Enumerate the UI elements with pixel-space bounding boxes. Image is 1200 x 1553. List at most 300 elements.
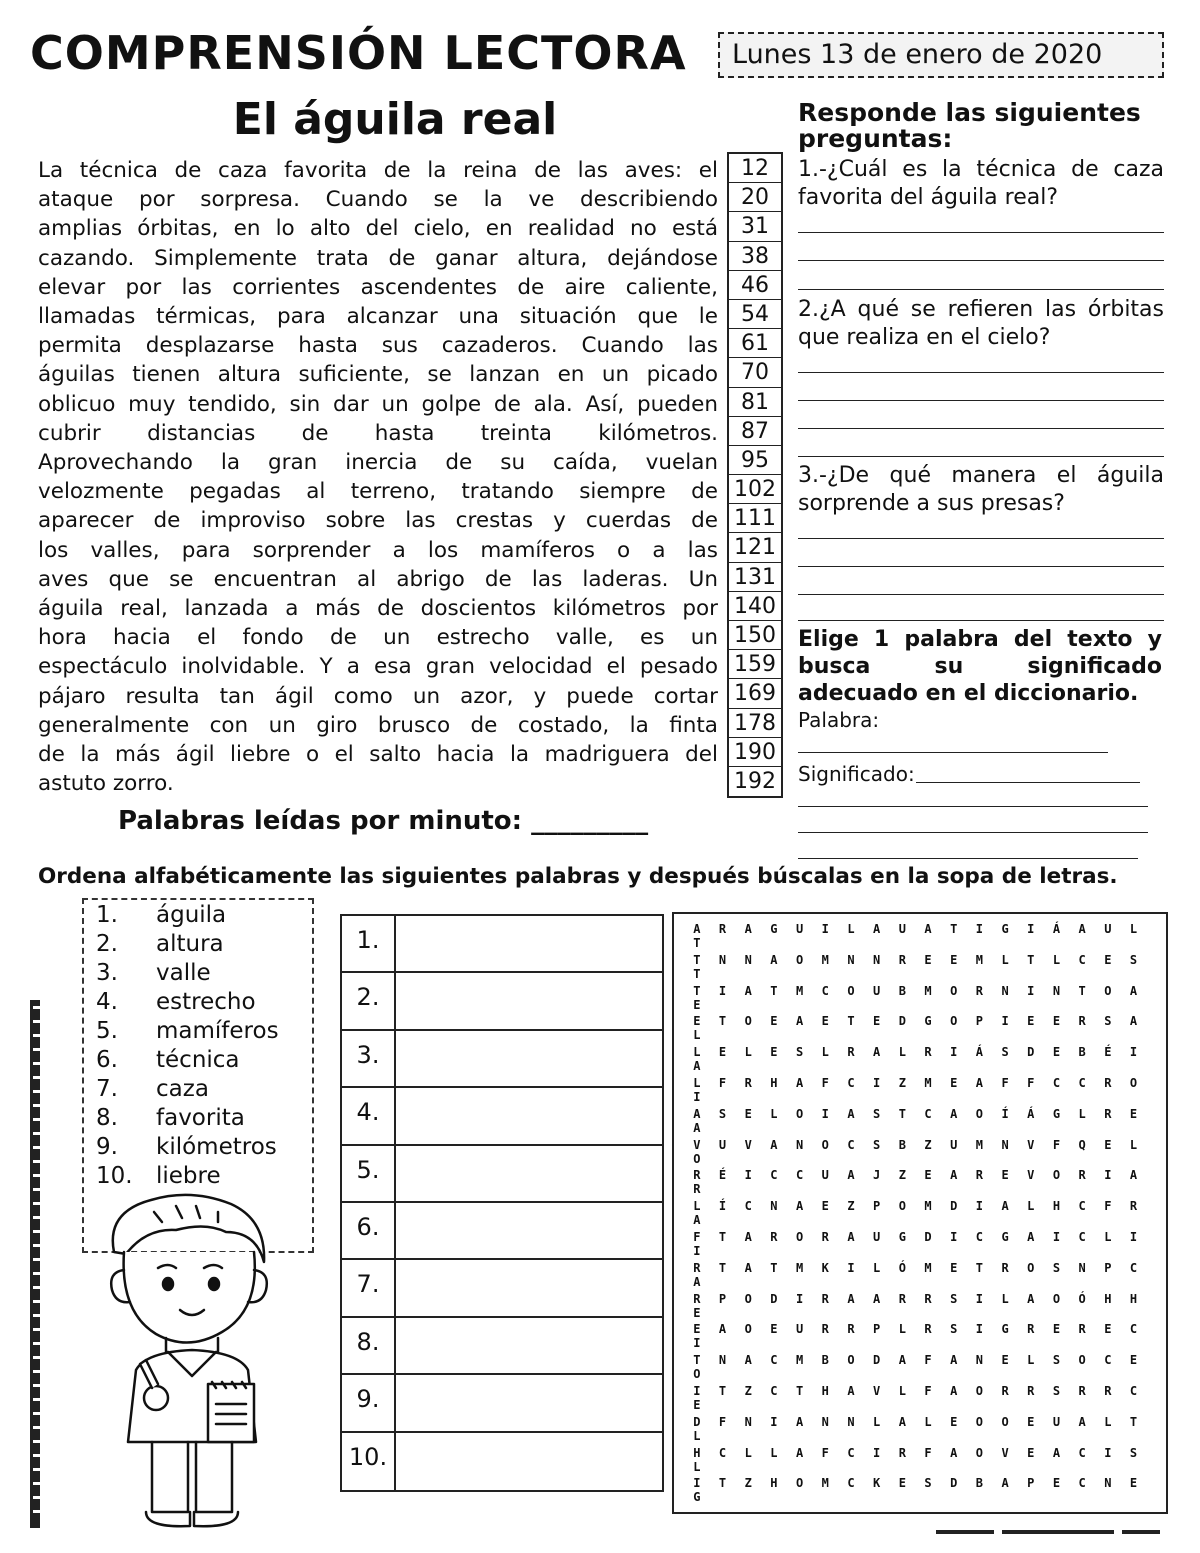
word-search-letter[interactable]: F	[924, 1384, 932, 1398]
word-search-letter[interactable]: E	[898, 1476, 906, 1491]
word-search-letter[interactable]: Z	[847, 1199, 855, 1214]
word-search-letter[interactable]: R	[1078, 1014, 1086, 1029]
word-search-letter[interactable]: R	[924, 1291, 932, 1306]
word-search-letter[interactable]: T	[1078, 983, 1086, 998]
word-search-letter[interactable]: H	[1129, 1291, 1138, 1306]
word-search-letter[interactable]: A	[693, 922, 701, 936]
word-search-letter[interactable]: O	[898, 1199, 906, 1214]
word-search-letter[interactable]: R	[1001, 1260, 1009, 1275]
word-search-letter[interactable]: T	[950, 922, 958, 936]
word-search-letter[interactable]: A	[847, 1106, 855, 1121]
word-search-letter[interactable]: O	[975, 1414, 984, 1429]
word-search-letter[interactable]: A	[795, 1199, 804, 1214]
word-search-letter[interactable]: M	[975, 952, 984, 967]
word-search-letter[interactable]: E	[693, 1398, 701, 1412]
word-search-letter[interactable]: R	[1001, 1384, 1009, 1398]
word-search-letter[interactable]: O	[1129, 1076, 1138, 1090]
word-search-letter[interactable]: A	[770, 1137, 778, 1152]
word-search-letter[interactable]: T	[718, 1384, 727, 1398]
word-search-letter[interactable]: Q	[1078, 1137, 1086, 1152]
word-search-letter[interactable]: E	[770, 1014, 778, 1029]
meaning-answer-line[interactable]	[916, 782, 1140, 783]
word-search-letter[interactable]: F	[1104, 1199, 1112, 1214]
word-search-letter[interactable]: E	[1104, 1137, 1112, 1152]
word-search-letter[interactable]: Z	[898, 1076, 906, 1090]
word-search-letter[interactable]: C	[1078, 1476, 1086, 1491]
word-search-letter[interactable]: M	[795, 1353, 804, 1368]
word-search-letter[interactable]: V	[1001, 1445, 1009, 1460]
answer-line[interactable]	[798, 372, 1164, 373]
word-search-letter[interactable]: E	[950, 1414, 958, 1429]
word-search-letter[interactable]: O	[1052, 1168, 1061, 1183]
word-search-letter[interactable]: B	[898, 1137, 906, 1152]
word-search-letter[interactable]: E	[1052, 1014, 1061, 1029]
word-search-letter[interactable]: I	[873, 1445, 881, 1460]
word-search-letter[interactable]: M	[924, 1076, 932, 1090]
word-search-letter[interactable]: S	[718, 1106, 727, 1121]
meaning-answer-line[interactable]	[798, 832, 1148, 833]
answer-line[interactable]	[798, 400, 1164, 401]
word-search-letter[interactable]: C	[770, 1353, 778, 1368]
word-search-letter[interactable]: D	[950, 1199, 958, 1214]
word-search-letter[interactable]: L	[898, 1384, 906, 1398]
word-search-letter[interactable]: V	[1027, 1137, 1035, 1152]
word-search-letter[interactable]: C	[795, 1168, 804, 1183]
word-search-letter[interactable]: C	[847, 1076, 855, 1090]
word-search-letter[interactable]: A	[795, 1414, 804, 1429]
word-search-letter[interactable]: O	[795, 1230, 804, 1244]
answer-row[interactable]	[342, 1375, 662, 1432]
word-search-letter[interactable]: I	[950, 1045, 958, 1060]
word-search-letter[interactable]: N	[1001, 983, 1009, 998]
word-search-letter[interactable]: O	[744, 1291, 752, 1306]
word-search-letter[interactable]: O	[975, 1106, 984, 1121]
word-search-letter[interactable]: E	[693, 1305, 701, 1320]
word-search-letter[interactable]: H	[1052, 1199, 1061, 1214]
word-search-letter[interactable]: I	[975, 1291, 984, 1306]
word-search-letter[interactable]: E	[821, 1199, 829, 1214]
word-search-letter[interactable]: I	[693, 1384, 701, 1398]
word-search-letter[interactable]: U	[795, 1322, 804, 1337]
word-search-letter[interactable]: T	[718, 1014, 727, 1029]
word-search-letter[interactable]: R	[1078, 1168, 1086, 1183]
word-search-letter[interactable]: E	[1052, 1045, 1061, 1060]
word-search-letter[interactable]: R	[744, 1076, 752, 1090]
word-search-letter[interactable]: A	[847, 1168, 855, 1183]
word-search-letter[interactable]: N	[744, 1414, 752, 1429]
word-search-letter[interactable]: R	[693, 1260, 701, 1275]
word-search-letter[interactable]: L	[1052, 952, 1061, 967]
word-search-letter[interactable]: U	[950, 1137, 958, 1152]
word-search-letter[interactable]: T	[718, 1230, 727, 1244]
word-search-letter[interactable]: I	[693, 1336, 701, 1351]
word-search-letter[interactable]: A	[1129, 1168, 1138, 1183]
word-search-letter[interactable]: L	[821, 1045, 829, 1060]
word-search-letter[interactable]: I	[821, 922, 829, 936]
word-search-letter[interactable]: N	[718, 952, 727, 967]
answer-line[interactable]	[798, 538, 1164, 539]
word-search-letter[interactable]: U	[1052, 1414, 1061, 1429]
word-search-letter[interactable]: Í	[718, 1199, 727, 1214]
word-search-letter[interactable]: L	[1027, 1199, 1035, 1214]
word-search-letter[interactable]: I	[1129, 1230, 1138, 1244]
word-search-letter[interactable]: C	[1104, 1353, 1112, 1368]
word-search-letter[interactable]: E	[1104, 1322, 1112, 1337]
word-search-letter[interactable]: S	[1104, 1014, 1112, 1029]
word-search-letter[interactable]: G	[1001, 922, 1009, 936]
word-search-letter[interactable]: É	[718, 1168, 727, 1183]
word-search-letter[interactable]: C	[744, 1199, 752, 1214]
word-search-letter[interactable]: T	[693, 952, 701, 967]
word-search-letter[interactable]: M	[924, 1199, 932, 1214]
word-search-letter[interactable]: N	[1052, 983, 1061, 998]
word-search-letter[interactable]: P	[718, 1291, 727, 1306]
word-search-letter[interactable]: C	[847, 1445, 855, 1460]
word-search-letter[interactable]: I	[718, 983, 727, 998]
word-search-letter[interactable]: E	[1027, 1445, 1035, 1460]
word-search-letter[interactable]: E	[744, 1106, 752, 1121]
word-search-letter[interactable]: R	[1129, 1199, 1138, 1214]
word-search-letter[interactable]: N	[718, 1353, 727, 1368]
word-search-letter[interactable]: U	[898, 922, 906, 936]
word-search-letter[interactable]: E	[873, 1014, 881, 1029]
word-search-letter[interactable]: E	[693, 1322, 701, 1337]
word-search-letter[interactable]: T	[718, 1260, 727, 1275]
word-search-letter[interactable]: I	[847, 1260, 855, 1275]
word-search-letter[interactable]: L	[873, 1260, 881, 1275]
word-search-letter[interactable]: A	[744, 983, 752, 998]
word-search-letter[interactable]: A	[924, 922, 932, 936]
word-search-letter[interactable]: L	[1104, 1230, 1112, 1244]
word-search-letter[interactable]: R	[924, 1322, 932, 1337]
word-search-letter[interactable]: R	[924, 1045, 932, 1060]
word-search-letter[interactable]: I	[693, 1090, 701, 1104]
word-search-letter[interactable]: C	[1078, 1076, 1086, 1090]
word-search-letter[interactable]: U	[873, 1230, 881, 1244]
word-search-letter[interactable]: R	[693, 1182, 701, 1197]
word-search-letter[interactable]: C	[821, 983, 829, 998]
word-search-letter[interactable]: E	[1001, 1353, 1009, 1368]
word-search-letter[interactable]: L	[744, 1445, 752, 1460]
word-search-letter[interactable]: C	[718, 1445, 727, 1460]
word-search-letter[interactable]: I	[1129, 1045, 1138, 1060]
word-search-letter[interactable]: T	[975, 1260, 984, 1275]
word-search-letter[interactable]: A	[1052, 1445, 1061, 1460]
word-search-letter[interactable]: O	[795, 1476, 804, 1491]
word-search-letter[interactable]: A	[847, 1291, 855, 1306]
word-search-letter[interactable]: C	[1078, 952, 1086, 967]
word-search-letter[interactable]: T	[1027, 952, 1035, 967]
word-search-letter[interactable]: I	[873, 1076, 881, 1090]
word-search-letter[interactable]: R	[1027, 1384, 1035, 1398]
word-search-letter[interactable]: A	[693, 1059, 701, 1074]
word-search-letter[interactable]: D	[924, 1230, 932, 1244]
word-search-letter[interactable]: C	[847, 1476, 855, 1491]
word-search-letter[interactable]: E	[1001, 1168, 1009, 1183]
word-search-letter[interactable]: B	[975, 1476, 984, 1491]
word-search-letter[interactable]: Á	[975, 1045, 984, 1060]
word-search-letter[interactable]: A	[950, 1384, 958, 1398]
word-search-letter[interactable]: I	[975, 1199, 984, 1214]
answer-line[interactable]	[798, 594, 1164, 595]
word-search-letter[interactable]: F	[718, 1414, 727, 1429]
word-search-letter[interactable]: A	[898, 1353, 906, 1368]
word-search-letter[interactable]: V	[1027, 1168, 1035, 1183]
word-search-letter[interactable]: Z	[898, 1168, 906, 1183]
word-search-letter[interactable]: D	[898, 1014, 906, 1029]
word-search-letter[interactable]: B	[1078, 1045, 1086, 1060]
word-search-letter[interactable]: N	[975, 1353, 984, 1368]
word-search-letter[interactable]: D	[950, 1476, 958, 1491]
word-search-letter[interactable]: L	[770, 1445, 778, 1460]
answer-line[interactable]	[798, 232, 1164, 233]
word-search-letter[interactable]: U	[1104, 922, 1112, 936]
word-search-letter[interactable]: K	[873, 1476, 881, 1491]
word-search-letter[interactable]: B	[898, 983, 906, 998]
word-search-letter[interactable]: A	[718, 1322, 727, 1337]
word-search-letter[interactable]: O	[795, 952, 804, 967]
word-search-letter[interactable]: M	[821, 1476, 829, 1491]
word-search-letter[interactable]: C	[1129, 1322, 1138, 1337]
word-search-letter[interactable]: O	[1078, 1353, 1086, 1368]
word-search-letter[interactable]: A	[1129, 983, 1138, 998]
word-search-letter[interactable]: H	[770, 1076, 778, 1090]
word-search-letter[interactable]: H	[821, 1384, 829, 1398]
meaning-answer-line[interactable]	[798, 858, 1138, 859]
word-search-letter[interactable]: R	[975, 983, 984, 998]
word-search-letter[interactable]: N	[1078, 1260, 1086, 1275]
word-search-letter[interactable]: M	[975, 1137, 984, 1152]
word-search-letter[interactable]: I	[693, 1244, 701, 1258]
word-search-letter[interactable]: H	[1104, 1291, 1112, 1306]
word-search-letter[interactable]: E	[1129, 1353, 1138, 1368]
word-search-letter[interactable]: S	[873, 1106, 881, 1121]
word-search-letter[interactable]: D	[770, 1291, 778, 1306]
word-search-letter[interactable]: U	[795, 922, 804, 936]
word-search-letter[interactable]: L	[1129, 1137, 1138, 1152]
word-search-letter[interactable]: S	[1129, 952, 1138, 967]
meaning-answer-line[interactable]	[798, 806, 1148, 807]
word-search-letter[interactable]: F	[1052, 1137, 1061, 1152]
word-search-letter[interactable]: L	[693, 1199, 701, 1214]
word-search-letter[interactable]: C	[1078, 1230, 1086, 1244]
word-search-letter[interactable]: R	[821, 1322, 829, 1337]
word-search-letter[interactable]: U	[821, 1168, 829, 1183]
word-search-letter[interactable]: A	[1129, 1014, 1138, 1029]
word-search-letter[interactable]: U	[873, 983, 881, 998]
word-search-letter[interactable]: I	[795, 1291, 804, 1306]
answer-row[interactable]	[342, 973, 662, 1030]
word-search-letter[interactable]: S	[873, 1137, 881, 1152]
word-search-letter[interactable]: H	[693, 1445, 701, 1460]
answer-line[interactable]	[798, 289, 1164, 290]
word-search-letter[interactable]: I	[1104, 1168, 1112, 1183]
word-search-letter[interactable]: L	[873, 1414, 881, 1429]
word-search-letter[interactable]: A	[950, 1445, 958, 1460]
word-search-letter[interactable]: E	[924, 952, 932, 967]
word-search-letter[interactable]: Á	[1027, 1106, 1035, 1121]
word-search-letter[interactable]: C	[1052, 1076, 1061, 1090]
answer-row[interactable]	[342, 1203, 662, 1260]
word-search-letter[interactable]: O	[847, 983, 855, 998]
word-search-letter[interactable]: I	[1052, 1230, 1061, 1244]
word-search-letter[interactable]: Z	[924, 1137, 932, 1152]
word-search-letter[interactable]: I	[975, 922, 984, 936]
word-search-letter[interactable]: R	[693, 1291, 701, 1306]
word-search-letter[interactable]: A	[873, 922, 881, 936]
word-search-letter[interactable]: M	[795, 1260, 804, 1275]
word-search-letter[interactable]: P	[1027, 1476, 1035, 1491]
word-search-letter[interactable]: A	[950, 1353, 958, 1368]
answer-row[interactable]	[342, 1088, 662, 1145]
word-search-letter[interactable]: T	[693, 966, 701, 981]
word-search-letter[interactable]: A	[744, 1353, 752, 1368]
word-search-letter[interactable]: D	[1027, 1045, 1035, 1060]
word-search-letter[interactable]: L	[693, 1428, 701, 1443]
word-search-letter[interactable]: O	[1001, 1414, 1009, 1429]
word-search-letter[interactable]: A	[693, 1120, 701, 1135]
word-search-letter[interactable]: C	[770, 1168, 778, 1183]
word-search-letter[interactable]: A	[1027, 1230, 1035, 1244]
word-search-letter[interactable]: I	[693, 1476, 701, 1491]
word-search-letter[interactable]: T	[718, 1476, 727, 1491]
word-search-letter[interactable]: J	[873, 1168, 881, 1183]
word-search-letter[interactable]: F	[924, 1353, 932, 1368]
word-search-letter[interactable]: E	[1129, 1476, 1138, 1491]
word-search-letter[interactable]: E	[950, 1260, 958, 1275]
word-search-letter[interactable]: O	[950, 983, 958, 998]
word-search-letter[interactable]: E	[1027, 1414, 1035, 1429]
word-search-letter[interactable]: G	[898, 1230, 906, 1244]
answer-row[interactable]	[342, 1433, 662, 1490]
word-search-letter[interactable]: A	[847, 1230, 855, 1244]
word-search-letter[interactable]: E	[770, 1045, 778, 1060]
word-search-letter[interactable]: V	[744, 1137, 752, 1152]
word-search-letter[interactable]: M	[924, 1260, 932, 1275]
word-search-letter[interactable]: L	[898, 1322, 906, 1337]
word-search-letter[interactable]: R	[847, 1045, 855, 1060]
word-search-letter[interactable]: E	[1104, 952, 1112, 967]
word-search-letter[interactable]: O	[1104, 983, 1112, 998]
word-search-letter[interactable]: G	[1001, 1322, 1009, 1337]
word-search-letter[interactable]: D	[693, 1414, 701, 1429]
word-search-letter[interactable]: L	[1104, 1414, 1112, 1429]
word-search-letter[interactable]: A	[795, 1076, 804, 1090]
word-search-letter[interactable]: I	[1104, 1445, 1112, 1460]
word-search-letter[interactable]: F	[693, 1230, 701, 1244]
word-search-letter[interactable]: O	[744, 1014, 752, 1029]
word-search-letter[interactable]: O	[744, 1322, 752, 1337]
word-search-letter[interactable]: E	[693, 1014, 701, 1029]
word-search-letter[interactable]: N	[847, 952, 855, 967]
word-search-letter[interactable]: G	[693, 1490, 701, 1505]
word-search-letter[interactable]: S	[1129, 1445, 1138, 1460]
word-search-letter[interactable]: L	[693, 1076, 701, 1090]
word-search-letter[interactable]: C	[1078, 1445, 1086, 1460]
word-search-letter[interactable]: R	[1104, 1076, 1112, 1090]
word-search-letter[interactable]: C	[1129, 1384, 1138, 1398]
word-search-letter[interactable]: C	[847, 1137, 855, 1152]
word-search-letter[interactable]: O	[1027, 1260, 1035, 1275]
word-search-letter[interactable]: A	[873, 1291, 881, 1306]
word-search-letter[interactable]: Ó	[1078, 1291, 1086, 1306]
word-search-letter[interactable]: Z	[744, 1476, 752, 1491]
word-search-letter[interactable]: I	[1027, 983, 1035, 998]
word-search-letter[interactable]: O	[795, 1106, 804, 1121]
word-search-letter[interactable]: U	[718, 1137, 727, 1152]
word-search-letter[interactable]: A	[770, 952, 778, 967]
answer-line[interactable]	[798, 456, 1164, 457]
word-search-letter[interactable]: T	[693, 983, 701, 998]
word-search-letter[interactable]: A	[693, 1274, 701, 1289]
word-search-letter[interactable]: T	[693, 1353, 701, 1368]
word-search-letter[interactable]: Z	[744, 1384, 752, 1398]
word-search-letter[interactable]: E	[1129, 1106, 1138, 1121]
word-search-letter[interactable]: A	[1078, 922, 1086, 936]
word-search-letter[interactable]: S	[1052, 1260, 1061, 1275]
answer-line[interactable]	[798, 620, 1164, 621]
word-search-letter[interactable]: E	[950, 1076, 958, 1090]
word-search-letter[interactable]: L	[693, 1045, 701, 1060]
word-search-letter[interactable]: E	[1052, 1322, 1061, 1337]
word-search-letter[interactable]: O	[950, 1014, 958, 1029]
word-search-letter[interactable]: B	[821, 1353, 829, 1368]
word-search-letter[interactable]: S	[950, 1291, 958, 1306]
word-search-letter[interactable]: P	[873, 1199, 881, 1214]
answer-row[interactable]	[342, 1031, 662, 1088]
word-search-letter[interactable]: E	[718, 1045, 727, 1060]
word-search-letter[interactable]: A	[744, 922, 752, 936]
word-search-letter[interactable]: C	[975, 1230, 984, 1244]
answer-row[interactable]	[342, 1318, 662, 1375]
word-search-letter[interactable]: A	[744, 1230, 752, 1244]
word-search-letter[interactable]: L	[1001, 1291, 1009, 1306]
word-search-letter[interactable]: M	[795, 983, 804, 998]
word-search-letter[interactable]: H	[770, 1476, 778, 1491]
word-search-letter[interactable]: R	[898, 1445, 906, 1460]
word-search-letter[interactable]: P	[873, 1322, 881, 1337]
word-search-letter[interactable]: E	[1052, 1476, 1061, 1491]
word-search-letter[interactable]: N	[847, 1414, 855, 1429]
word-search-letter[interactable]: I	[821, 1106, 829, 1121]
word-search-letter[interactable]: R	[1027, 1322, 1035, 1337]
word-search-letter[interactable]: C	[770, 1384, 778, 1398]
word-search-letter[interactable]: T	[770, 983, 778, 998]
word-search-letter[interactable]: R	[898, 1291, 906, 1306]
word-search-letter[interactable]: R	[1104, 1106, 1112, 1121]
word-search-letter[interactable]: L	[1078, 1106, 1086, 1121]
word-search-letter[interactable]: T	[847, 1014, 855, 1029]
word-search-letter[interactable]: I	[744, 1168, 752, 1183]
word-search-letter[interactable]: T	[770, 1260, 778, 1275]
word-search-letter[interactable]: I	[1001, 1014, 1009, 1029]
word-answer-line[interactable]	[798, 752, 1108, 753]
word-search-letter[interactable]: A	[873, 1045, 881, 1060]
word-search-letter[interactable]: Í	[1001, 1106, 1009, 1121]
word-search-letter[interactable]: C	[1129, 1260, 1138, 1275]
word-search-letter[interactable]: V	[873, 1384, 881, 1398]
word-search-letter[interactable]: I	[975, 1322, 984, 1337]
word-search-letter[interactable]: O	[693, 1367, 701, 1382]
word-search-letter[interactable]: S	[950, 1322, 958, 1337]
word-search-letter[interactable]: F	[821, 1445, 829, 1460]
word-search-letter[interactable]: G	[770, 922, 778, 936]
word-search-letter[interactable]: T	[1129, 1414, 1138, 1429]
word-search-letter[interactable]: L	[693, 1028, 701, 1043]
word-search-letter[interactable]: E	[821, 1014, 829, 1029]
word-search-letter[interactable]: K	[821, 1260, 829, 1275]
word-search-letter[interactable]: A	[693, 1213, 701, 1228]
